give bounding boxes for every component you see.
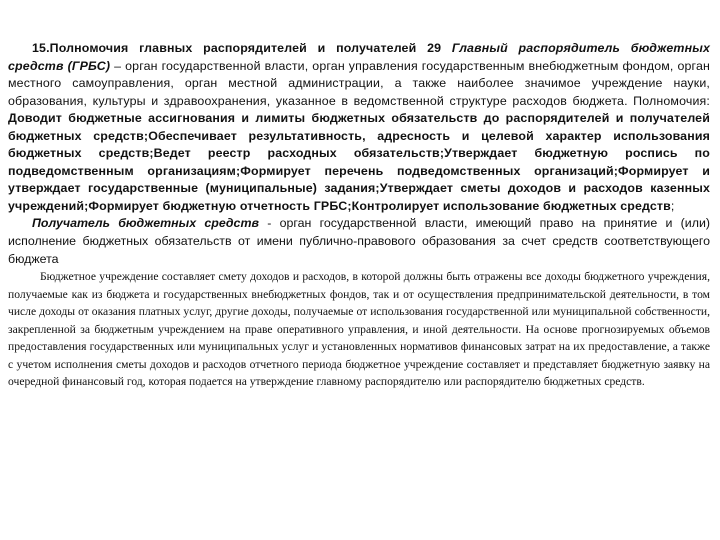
grbs-powers-list: Доводит бюджетные ассигнования и лимиты бюджетных обязательств до распорядителей и получателей бюджетных средств;Обеспечивает результативность, адресность и целевой характер использования бюджетных средств;Ведет реестр расходных обязательств;Утверждает бюджетную роспись по подведомственным организациям;Формирует перечень подведомственных организаций;Формирует и утверждает государственные (муниципальные) задания;Утверждает сметы доходов и расходов казенных учреждений;Формирует бюджетную отчетность ГРБС;Контролирует использование бюджетных средств xyxy=(8,111,710,213)
section-powers-paragraph xyxy=(8,40,710,215)
grbs-end-punct: ; xyxy=(670,198,675,213)
grbs-term: Главный распорядитель бюджетных средств (ГРБС) xyxy=(8,41,710,73)
grbs-definition: – орган государственной власти, орган управления государственным внебюджетным фондом, орган местного самоуправления, орган местной администрации, а также наиболее значимое учреждение науки, образования, культуры и здравоохранения, указанное в ведомственной структуре расходов бюджета. Полномочия: xyxy=(8,58,710,108)
recipient-definition: - орган государственной власти, имеющий право на принятие и (или) исполнение бюджетных обязательств от имени публично-правового образования за счет средств соответствующего бюджета xyxy=(8,216,710,266)
recipient-paragraph xyxy=(8,215,710,268)
document-page xyxy=(8,40,710,391)
recipient-term: Получатель бюджетных средств xyxy=(32,216,259,231)
section-heading: 15.Полномочия главных распорядителей и получателей 29 xyxy=(32,41,442,55)
budget-institution-paragraph: Бюджетное учреждение составляет смету доходов и расходов, в которой должны быть отражены все доходы бюджетного учреждения, получаемые как из бюджета и государственных внебюджетных фондов, так и от осуществления предпринимательской деятельности, в том числе доходы от оказания платных услуг, другие доходы, получаемые от использования государственной или муниципальной собственности, закрепленной за бюджетным учреждением на праве оперативного управления, и иной деятельности. На основе прогнозируемых объемов предоставления государственных или муниципальных услуг и установленных нормативов финансовых затрат на их предоставление, а также с учетом исполнения сметы доходов и расходов отчетного периода бюджетное учреждение составляет и представляет бюджетную заявку на очередной финансовый год, которая подается на утверждение главному распорядителю или распорядителю бюджетных средств. xyxy=(8,270,710,389)
